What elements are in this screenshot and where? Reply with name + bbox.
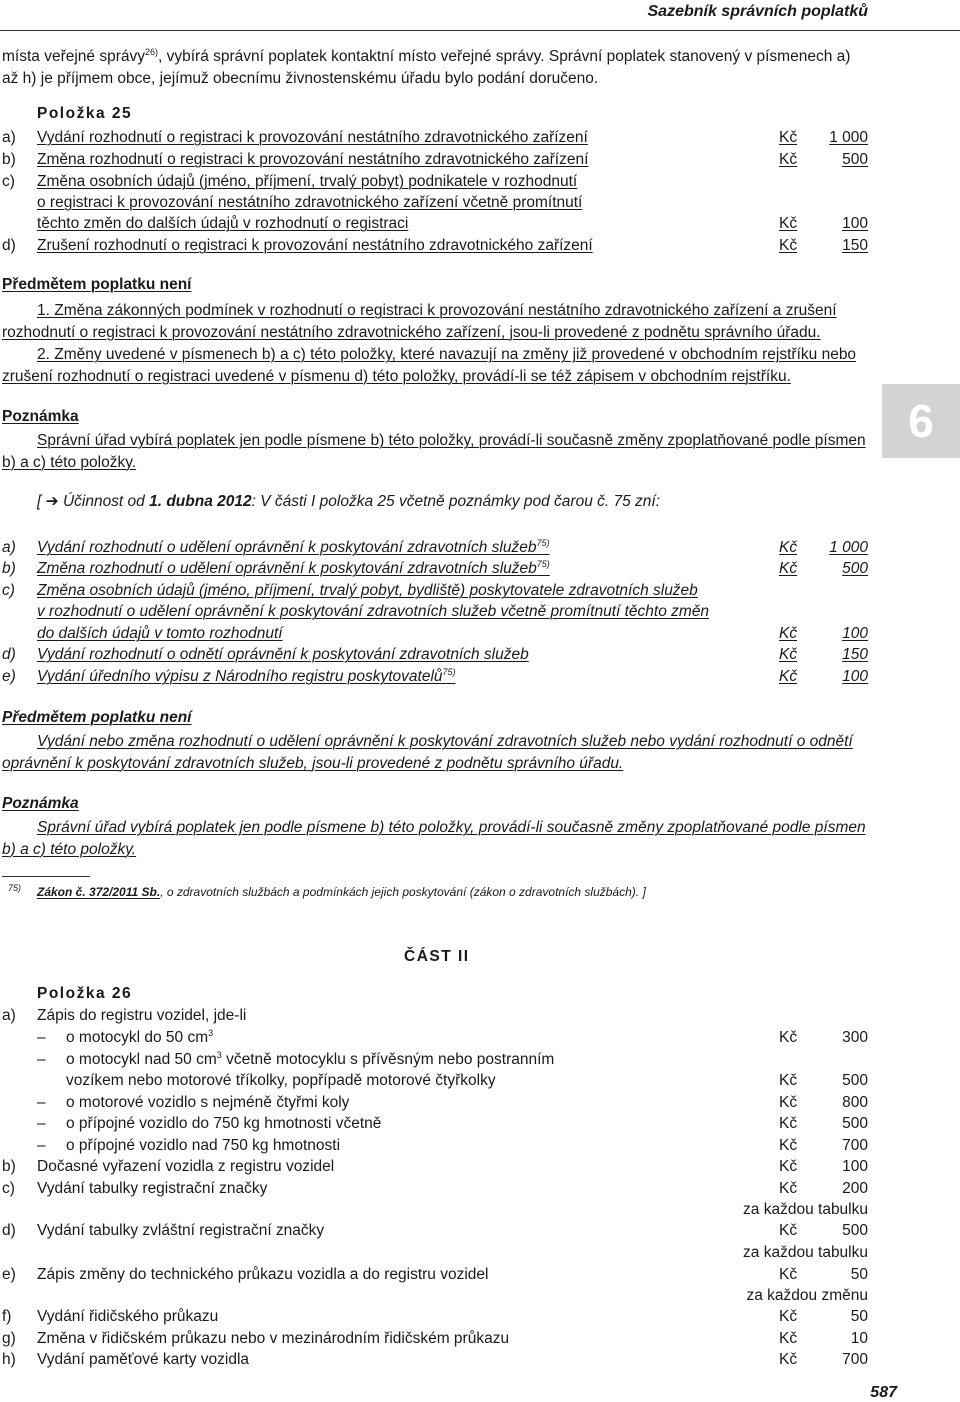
new-row-a (2, 537, 868, 558)
exempt-item-2: 2. Změny uvedené v písmenech b) a c) této položky, které navazují na změny již provedené v obchodním rejstříku nebo zrušení rozhodnutí o registraci uvedené v písmenu d) této položky, provádí-li se též zápisem v obchodním rejstříku. (2, 346, 857, 385)
item25-row-d (2, 235, 868, 256)
currency: Kč (779, 1115, 798, 1132)
dash: – (37, 1029, 46, 1046)
item25-row-c-line2 (2, 192, 868, 213)
currency: Kč (779, 646, 798, 663)
item26-row-c-per (2, 1199, 868, 1220)
row-letter: a) (2, 129, 16, 146)
amount: 500 (842, 1222, 868, 1239)
row-text: o registraci k provozování nestátního zdravotnického zařízení včetně promítnutí (37, 194, 583, 211)
row-text: do dalších údajů v tomto rozhodnutí (37, 625, 283, 642)
amount: 50 (850, 1266, 868, 1283)
amount: 200 (842, 1180, 868, 1197)
row-text-main: Změna rozhodnutí o udělení oprávnění k poskytování zdravotních služeb (37, 560, 537, 577)
effective-prefix: Účinnost od (62, 493, 150, 510)
amount: 500 (842, 560, 868, 577)
footnote-ref: 75) (536, 558, 550, 569)
part-title: ČÁST II (404, 948, 470, 965)
footnote-body (37, 885, 646, 899)
footnote-rule (2, 876, 90, 877)
item26-row-a5 (2, 1135, 868, 1156)
amount: 10 (850, 1330, 868, 1347)
new-row-c (2, 580, 868, 601)
currency: Kč (779, 625, 798, 642)
currency: Kč (779, 668, 798, 685)
row-text: Zrušení rozhodnutí o registraci k provozování nestátního zdravotnického zařízení (37, 237, 593, 254)
row-text (37, 537, 550, 558)
row-letter: d) (2, 646, 16, 663)
row-text: vozíkem nebo motorové tříkolky, popřípadě motorové čtyřkolky (66, 1072, 496, 1089)
new-note-heading: Poznámka (2, 795, 79, 812)
item26-row-a1 (2, 1027, 868, 1048)
amount: 700 (842, 1137, 868, 1154)
amount: 300 (842, 1029, 868, 1046)
row-letter: b) (2, 151, 16, 168)
amount: 500 (842, 1072, 868, 1089)
item25-row-a (2, 127, 868, 148)
dash: – (37, 1094, 46, 1111)
exempt-item-1: 1. Změna zákonných podmínek v rozhodnutí o registraci k provozování nestátního zdravotnického zařízení a zrušení rozhodnutí o registraci k provozování nestátního zdravotnického zařízení, jsou-li provedené z podnětu správního úřadu. (2, 302, 837, 341)
dash: – (37, 1115, 46, 1132)
item26-row-a2 (2, 1049, 868, 1070)
row-text: Zápis změny do technického průkazu vozidla a do registru vozidel (37, 1266, 489, 1283)
note-heading: Poznámka (2, 408, 79, 425)
bracket: [ (37, 493, 42, 510)
intro-text-2: , vybírá správní poplatek kontaktní místo veřejné správy. Správní poplatek stanovený v písmenech a) až h) je příjmem obce, jejímuž obecnímu živnostenskému úřadu bylo podání doručeno. (2, 48, 851, 87)
currency: Kč (779, 1072, 798, 1089)
amount: 100 (842, 668, 868, 685)
row-letter: c) (2, 582, 15, 599)
amount: 1 000 (829, 129, 868, 146)
row-text: Vydání tabulky zvláštní registrační značky (37, 1222, 325, 1239)
row-text: Vydání tabulky registrační značky (37, 1180, 268, 1197)
currency: Kč (779, 237, 798, 254)
row-letter: f) (2, 1308, 12, 1325)
per-unit: za každou tabulku (743, 1244, 868, 1261)
row-letter: d) (2, 237, 16, 254)
amount: 100 (842, 1158, 868, 1175)
running-title: Sazebník správních poplatků (647, 3, 868, 20)
new-exempt-text: Vydání nebo změna rozhodnutí o udělení oprávnění k poskytování zdravotních služeb nebo vydání rozhodnutí o odnětí oprávnění k poskytování zdravotních služeb, jsou-li provedené z podnětu správního úřadu. (2, 733, 853, 772)
amount: 800 (842, 1094, 868, 1111)
item26-row-c (2, 1178, 868, 1199)
footnote-mark: 75) (8, 883, 22, 893)
item25-row-b (2, 149, 868, 170)
row-letter: a) (2, 1007, 16, 1024)
row-text-main: Vydání rozhodnutí o udělení oprávnění k poskytování zdravotních služeb (37, 539, 537, 556)
superscript: 3 (208, 1027, 214, 1038)
new-exempt-heading: Předmětem poplatku není (2, 709, 192, 726)
footnote-ref: 75) (536, 537, 550, 548)
arrow-right-icon: ➔ (45, 493, 59, 510)
chapter-tab (882, 384, 960, 458)
currency: Kč (779, 560, 798, 577)
per-unit: za každou tabulku (743, 1201, 868, 1218)
item25-row-c (2, 171, 868, 192)
row-letter: e) (2, 1266, 16, 1283)
item26-row-e (2, 1264, 868, 1285)
row-text (37, 558, 550, 579)
dash: – (37, 1137, 46, 1154)
currency: Kč (779, 539, 798, 556)
currency: Kč (779, 1180, 798, 1197)
footnote-rest: , o zdravotních službách a podmínkách jejich poskytování (zákon o zdravotních službách). ] (160, 885, 646, 899)
currency: Kč (779, 1351, 798, 1368)
item26-row-e-per (2, 1285, 868, 1306)
amount: 150 (842, 646, 868, 663)
row-letter: c) (2, 1180, 15, 1197)
row-text: o přípojné vozidlo nad 750 kg hmotnosti (66, 1137, 341, 1154)
currency: Kč (779, 1330, 798, 1347)
intro-paragraph (2, 46, 868, 89)
row-text: Změna v řidičském průkazu nebo v mezinárodním řidičském průkazu (37, 1330, 510, 1347)
item26-row-a2-line2 (2, 1070, 868, 1091)
row-text (66, 1027, 213, 1048)
row-text: Vydání paměťové karty vozidla (37, 1351, 250, 1368)
currency: Kč (779, 1137, 798, 1154)
row-text: Dočasné vyřazení vozidla z registru vozidel (37, 1158, 335, 1175)
new-row-d (2, 644, 868, 665)
footnote (8, 883, 646, 899)
chapter-number: 6 (908, 395, 934, 447)
row-letter: h) (2, 1351, 16, 1368)
amount: 500 (842, 151, 868, 168)
row-text: o přípojné vozidlo do 750 kg hmotnosti včetně (66, 1115, 382, 1132)
row-text: Vydání řidičského průkazu (37, 1308, 219, 1325)
per-unit: za každou změnu (746, 1287, 868, 1304)
item26-row-a4 (2, 1113, 868, 1134)
row-text: těchto změn do dalších údajů v rozhodnutí o registraci (37, 215, 409, 232)
new-note-text: Správní úřad vybírá poplatek jen podle písmene b) této položky, provádí-li současně změny zpoplatňované podle písmen b) a c) této položky. (2, 819, 866, 858)
row-letter: e) (2, 668, 16, 685)
exempt-heading: Předmětem poplatku není (2, 276, 192, 293)
item26-row-a (2, 1005, 868, 1026)
currency: Kč (779, 1266, 798, 1283)
footnote-law-link[interactable]: Zákon č. 372/2011 Sb. (37, 885, 161, 899)
page-header (0, 0, 960, 30)
footnote-ref: 75) (442, 666, 456, 677)
effective-notice (37, 492, 660, 511)
new-row-b (2, 558, 868, 579)
currency: Kč (779, 129, 798, 146)
row-text-main: o motocykl do 50 cm (66, 1029, 209, 1046)
footnote-ref: 26) (145, 46, 159, 57)
row-text-main: Vydání úředního výpisu z Národního registru poskytovatelů (37, 668, 443, 685)
currency: Kč (779, 1094, 798, 1111)
row-letter: b) (2, 1158, 16, 1175)
item26-row-h (2, 1349, 868, 1370)
item25-row-c-line3 (2, 213, 868, 234)
row-text: Změna rozhodnutí o registraci k provozování nestátního zdravotnického zařízení (37, 151, 589, 168)
amount: 500 (842, 1115, 868, 1132)
item26-row-a3 (2, 1092, 868, 1113)
row-letter: d) (2, 1222, 16, 1239)
row-letter: c) (2, 173, 15, 190)
superscript: 3 (216, 1049, 222, 1060)
item-26-title: Položka 26 (37, 985, 133, 1002)
effective-date: 1. dubna 2012 (149, 493, 252, 510)
item26-row-d-per (2, 1242, 868, 1263)
item-25-title: Položka 25 (37, 105, 133, 122)
amount: 700 (842, 1351, 868, 1368)
currency: Kč (779, 1308, 798, 1325)
item26-row-f (2, 1306, 868, 1327)
row-letter: b) (2, 560, 16, 577)
row-text: Změna osobních údajů (jméno, příjmení, trvalý pobyt) podnikatele v rozhodnutí (37, 173, 578, 190)
row-text: v rozhodnutí o udělení oprávnění k poskytování zdravotních služeb včetně promítnutí těchto změn (37, 603, 710, 620)
header-rule (0, 30, 960, 31)
currency: Kč (779, 1029, 798, 1046)
currency: Kč (779, 215, 798, 232)
row-text-post: včetně motocyklu s přívěsným nebo postranním (221, 1051, 555, 1068)
row-text: Vydání rozhodnutí o odnětí oprávnění k poskytování zdravotních služeb (37, 646, 529, 663)
row-text: o motorové vozidlo s nejméně čtyřmi koly (66, 1094, 350, 1111)
amount: 1 000 (829, 539, 868, 556)
intro-text-1: místa veřejné správy (2, 48, 145, 65)
row-text: Změna osobních údajů (jméno, příjmení, trvalý pobyt, bydliště) poskytovatele zdravotních služeb (37, 582, 698, 599)
row-text: Zápis do registru vozidel, jde-li (37, 1007, 247, 1024)
item26-row-d (2, 1220, 868, 1241)
amount: 100 (842, 215, 868, 232)
page-number: 587 (870, 1384, 897, 1401)
new-row-e (2, 666, 868, 687)
currency: Kč (779, 1158, 798, 1175)
amount: 50 (850, 1308, 868, 1325)
new-row-c-line2 (2, 601, 868, 622)
row-text (37, 666, 456, 687)
dash: – (37, 1051, 46, 1068)
currency: Kč (779, 1222, 798, 1239)
item26-row-b (2, 1156, 868, 1177)
amount: 100 (842, 625, 868, 642)
row-letter: g) (2, 1330, 16, 1347)
row-letter: a) (2, 539, 16, 556)
row-text: Vydání rozhodnutí o registraci k provozování nestátního zdravotnického zařízení (37, 129, 588, 146)
note-text: Správní úřad vybírá poplatek jen podle písmene b) této položky, provádí-li současně změny zpoplatňované podle písmen b) a c) této položky. (2, 432, 866, 471)
row-text (66, 1049, 554, 1070)
currency: Kč (779, 151, 798, 168)
item26-row-g (2, 1328, 868, 1349)
amount: 150 (842, 237, 868, 254)
new-row-c-line3 (2, 623, 868, 644)
row-text-pre: o motocykl nad 50 cm (66, 1051, 217, 1068)
effective-suffix: : V části I položka 25 včetně poznámky pod čarou č. 75 zní: (251, 493, 661, 510)
